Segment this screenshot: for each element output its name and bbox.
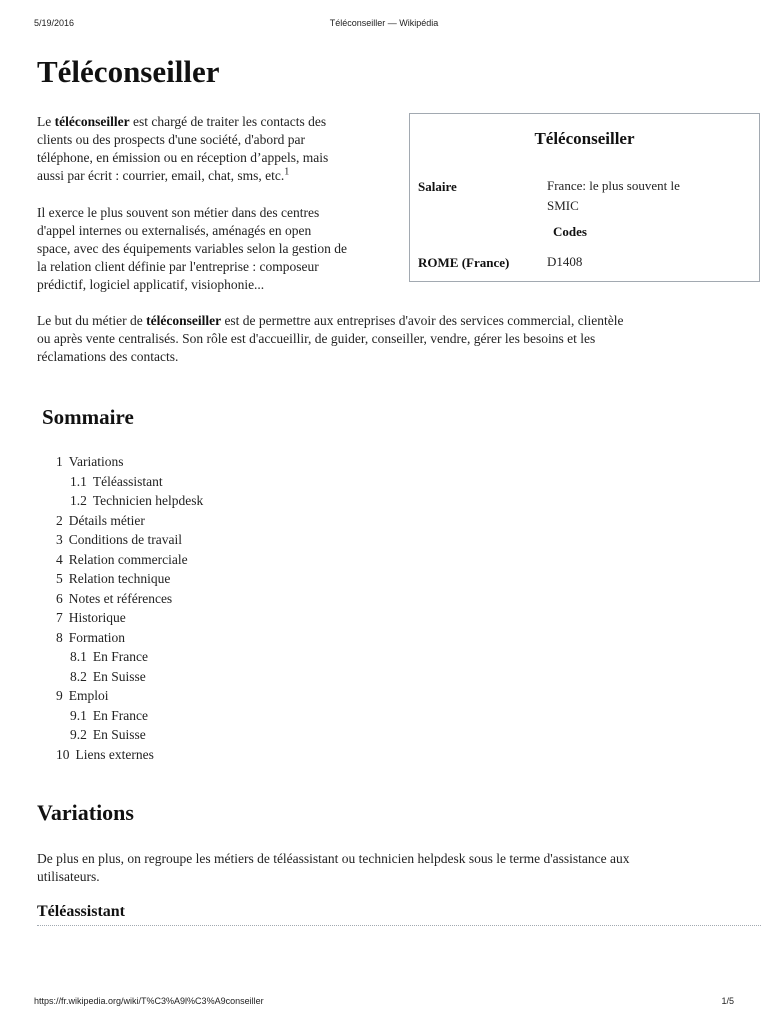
intro-1-bold-term: téléconseiller — [54, 114, 130, 129]
toc-item[interactable] — [56, 608, 203, 628]
intro-paragraph-3 — [37, 312, 761, 366]
intro-1-line-3: téléphone, en émission ou en réception d’appels, mais — [37, 150, 329, 165]
toc-item-label[interactable]: Notes et références — [68, 590, 173, 606]
reference-link[interactable]: 1 — [284, 166, 290, 178]
toc-item[interactable] — [56, 706, 203, 726]
intro-paragraph-2 — [37, 204, 402, 294]
infobox-salaire-value — [547, 176, 742, 216]
toc-item[interactable] — [56, 472, 203, 492]
intro-1-line-2: clients ou des prospects d'une société, d'abord par — [37, 132, 306, 147]
toc-item-label[interactable]: Variations — [68, 454, 124, 469]
toc-item-number: 9 — [56, 688, 63, 703]
toc-item-label[interactable]: Conditions de travail — [68, 532, 182, 547]
intro-1-line-4: aussi par écrit : courrier, email, chat, sms, etc. — [37, 168, 285, 183]
intro-3-line-2: ou après vente centralisés. Son rôle est d'accueillir, de guider, conseiller, vendre, gérer les besoins et les — [37, 331, 596, 346]
toc-title: Sommaire — [42, 405, 134, 429]
toc-item-label[interactable]: En France — [92, 707, 148, 723]
toc-item[interactable] — [56, 491, 203, 511]
toc-item[interactable] — [56, 589, 203, 609]
toc-item[interactable] — [56, 647, 203, 667]
infobox — [409, 113, 760, 282]
infobox-codes-heading: Codes — [553, 224, 587, 239]
subsection-heading-teleassistant: Téléassistant — [37, 903, 125, 920]
toc-item[interactable] — [56, 530, 203, 550]
toc-item[interactable] — [56, 686, 203, 706]
toc-item[interactable] — [56, 511, 203, 531]
intro-2-line-3: space, avec des équipements variables selon la gestion de — [37, 241, 348, 256]
toc-item-number: 1.2 — [70, 493, 87, 508]
toc-item-label[interactable]: Formation — [68, 629, 125, 645]
print-date: 5/19/2016 — [34, 18, 75, 28]
variations-line-1: De plus en plus, on regroupe les métiers de téléassistant ou technicien helpdesk sous le terme d'assistance aux — [37, 851, 630, 866]
toc-item[interactable] — [56, 745, 203, 765]
infobox-salaire-line-1: France: le plus souvent le — [547, 178, 680, 193]
section-heading-variations: Variations — [37, 800, 134, 825]
intro-paragraph-1 — [37, 113, 397, 185]
print-page-title: Téléconseiller — Wikipédia — [329, 18, 439, 28]
variations-line-2: utilisateurs. — [37, 869, 100, 884]
intro-3-pre: Le but du métier de — [37, 313, 147, 328]
toc-item-label[interactable]: En France — [92, 649, 148, 664]
toc-item-number: 2 — [56, 512, 63, 528]
infobox-salaire-line-2: SMIC — [547, 198, 579, 213]
intro-3-line-1: est de permettre aux entreprises d'avoir des services commercial, clientèle — [221, 313, 624, 328]
infobox-rome-value: D1408 — [547, 254, 583, 269]
toc-item-number: 9.1 — [70, 707, 87, 723]
toc-item-number: 4 — [56, 551, 63, 567]
intro-3-line-3: réclamations des contacts. — [37, 349, 179, 364]
toc-item-number: 9.2 — [70, 727, 87, 742]
toc-item-label[interactable]: Emploi — [68, 688, 109, 703]
toc-item-number: 10 — [56, 746, 70, 762]
heading-divider — [37, 925, 761, 926]
infobox-title: Téléconseiller — [534, 129, 635, 148]
intro-1-line-1: est chargé de traiter les contacts des — [129, 114, 327, 129]
toc-item[interactable] — [56, 628, 203, 648]
intro-2-line-2: d'appel internes ou externalisés, aménagés en open — [37, 223, 312, 238]
toc-item-number: 3 — [56, 532, 63, 547]
toc-item[interactable] — [56, 452, 203, 472]
infobox-rome-label: ROME (France) — [418, 255, 510, 270]
intro-1-pre: Le — [37, 114, 55, 129]
intro-2-line-5: prédictif, logiciel applicatif, visiophonie... — [37, 277, 265, 292]
toc-item-number: 5 — [56, 571, 63, 586]
toc-item[interactable] — [56, 667, 203, 687]
intro-2-line-4: la relation client définie par l'entreprise : composeur — [37, 259, 319, 274]
toc-item-label[interactable]: En Suisse — [92, 668, 146, 684]
toc-item-label[interactable]: Relation technique — [68, 571, 171, 586]
print-url: https://fr.wikipedia.org/wiki/T%C3%A9l%C3%A9conseiller — [34, 996, 264, 1006]
toc-list — [56, 452, 203, 764]
toc-item[interactable] — [56, 725, 203, 745]
toc-item-label[interactable]: Téléassistant — [92, 473, 163, 489]
toc-item-label[interactable]: En Suisse — [92, 727, 146, 742]
toc-item-number: 1.1 — [70, 473, 87, 489]
infobox-salaire-label: Salaire — [418, 179, 457, 194]
print-page-number: 1/5 — [721, 996, 734, 1006]
variations-paragraph — [37, 850, 761, 886]
toc-item-label[interactable]: Historique — [68, 610, 126, 625]
toc-item-label[interactable]: Liens externes — [75, 746, 154, 762]
toc-item-number: 8 — [56, 629, 63, 645]
toc-item-label[interactable]: Technicien helpdesk — [92, 493, 204, 508]
toc-item-number: 8.2 — [70, 668, 87, 684]
page-title: Téléconseiller — [37, 54, 220, 89]
toc-item-number: 1 — [56, 454, 63, 469]
toc-item[interactable] — [56, 569, 203, 589]
toc-item-number: 8.1 — [70, 649, 87, 664]
toc-item[interactable] — [56, 550, 203, 570]
toc-item-label[interactable]: Relation commerciale — [68, 551, 188, 567]
intro-3-bold-term: téléconseiller — [146, 313, 222, 328]
toc-item-number: 7 — [56, 610, 63, 625]
toc-item-label[interactable]: Détails métier — [68, 512, 145, 528]
toc-item-number: 6 — [56, 590, 63, 606]
intro-2-line-1: Il exerce le plus souvent son métier dans des centres — [37, 205, 320, 220]
